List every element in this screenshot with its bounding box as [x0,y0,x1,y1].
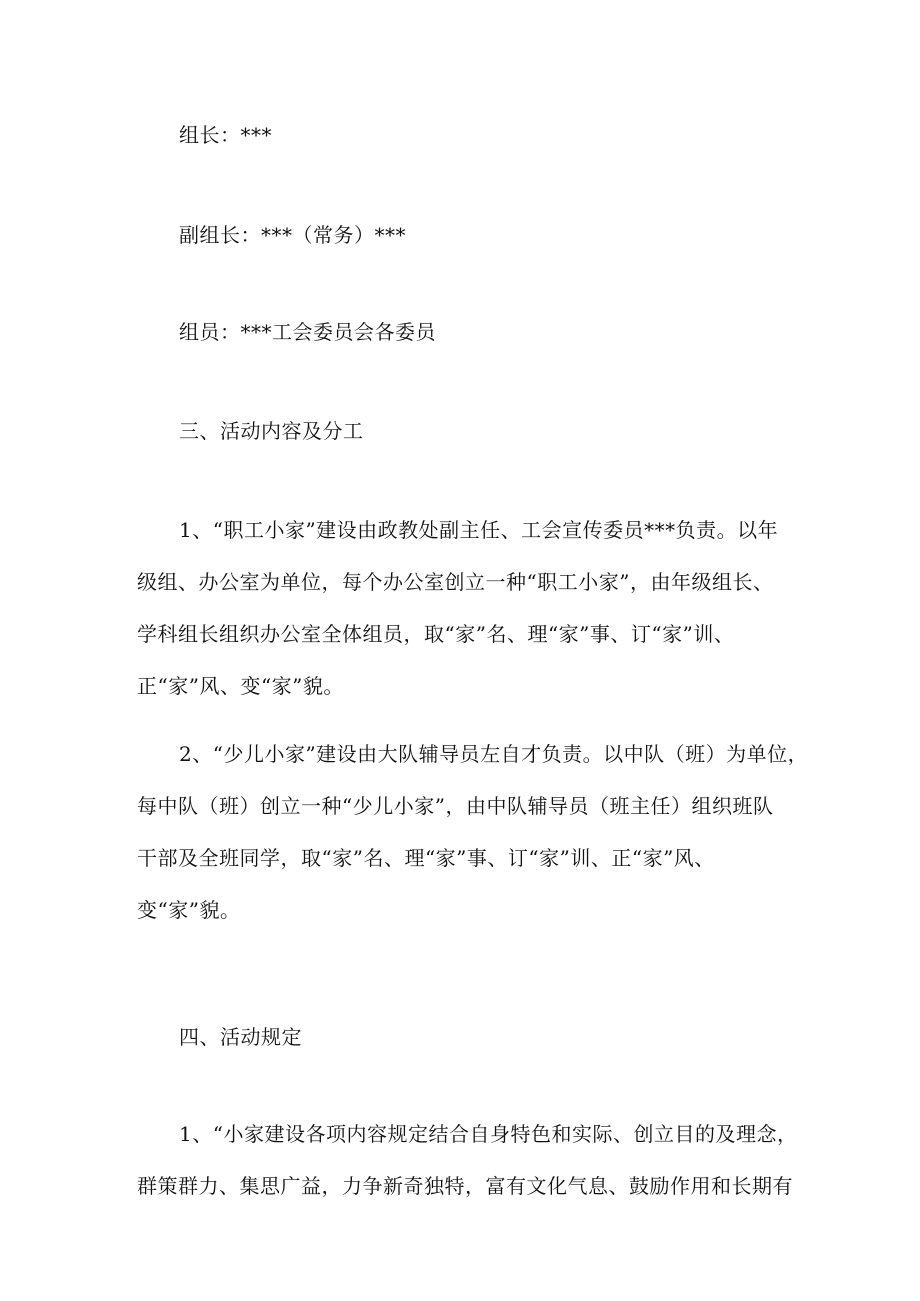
item-2-line: 变“家”貌。 [137,898,241,922]
item-1-line: 学科组长组织办公室全体组员，取“家”名、理“家”事、订“家”训、 [137,622,735,646]
item-1-line: 正“家”风、变“家”貌。 [137,674,344,698]
item-2-line: 干部及全班同学，取“家”名、理“家”事、订“家”训、正“家”风、 [137,846,715,870]
section-4-title: 四、活动规定 [179,1025,302,1049]
item-1-line: 级组、办公室为单位，每个办公室创立一种“职工小家”，由年级组长、 [137,570,774,594]
item-1-line: 1、“职工小家”建设由政教处副主任、工会宣传委员***负责。以年 [179,518,779,542]
section-3-title: 三、活动内容及分工 [179,419,364,443]
deputy-leader-line: 副组长：***（常务）*** [179,223,406,247]
members-line: 组员：***工会委员会各委员 [179,320,436,344]
item-2-line: 2、“少儿小家”建设由大队辅导员左自才负责。以中队（班）为单位， [179,742,809,766]
rule-1-line: 群策群力、集思广益，力争新奇独特，富有文化气息、鼓励作用和长期有 [137,1174,793,1198]
item-2-line: 每中队（班）创立一种“少儿小家”，由中队辅导员（班主任）组织班队 [137,794,774,818]
leader-line: 组长：*** [179,123,272,147]
item-1-paragraph [137,504,801,712]
item-2-paragraph [137,728,809,936]
rule-1-line: 1、“小家建设各项内容规定结合自身特色和实际、创立目的及理念， [179,1122,798,1146]
rule-1-paragraph [137,1108,801,1212]
